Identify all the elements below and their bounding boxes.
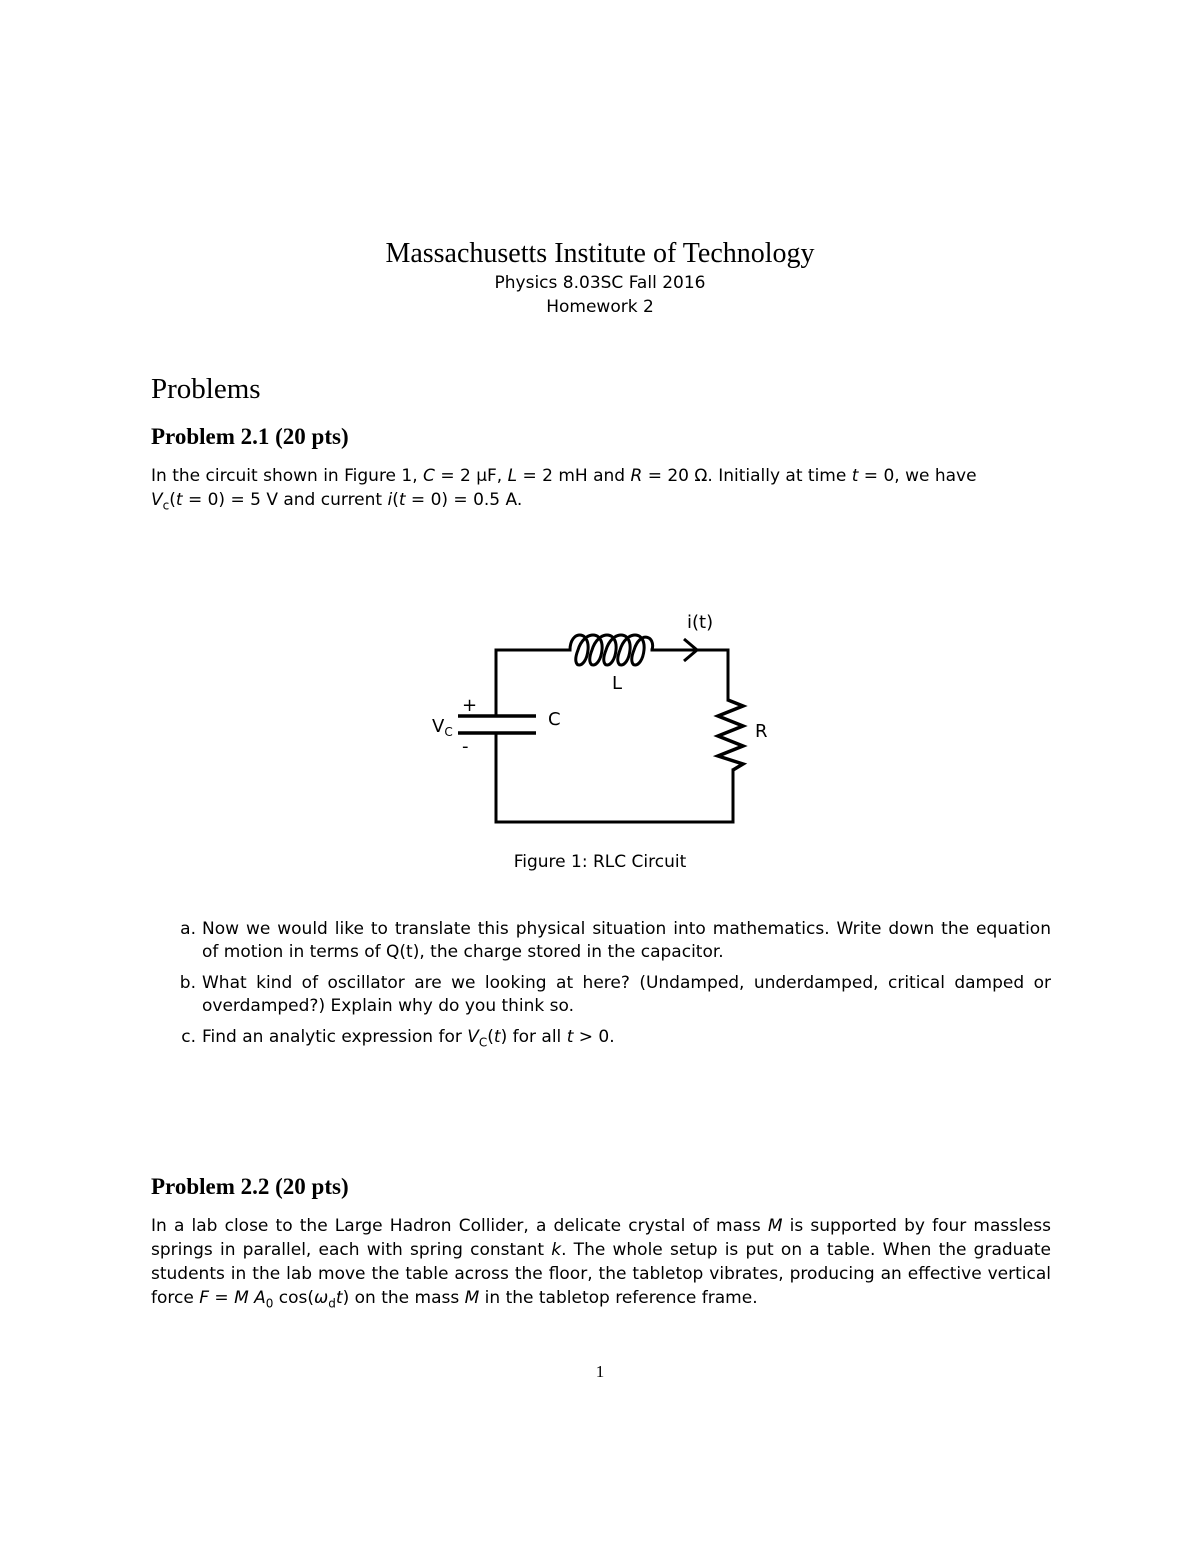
resistor-label: R	[755, 721, 768, 742]
question-a: a. Now we would like to translate this physical situation into mathematics. Write down the equation of motion in terms of Q(t), the charge stored in the capacitor.	[180, 919, 1051, 962]
document-title: Massachusetts Institute of Technology	[385, 238, 815, 269]
question-b: b. What kind of oscillator are we looking at here? (Undamped, underdamped, critical damped or overdamped?) Explain why do you think so.	[179, 973, 1051, 1016]
assignment-line: Homework 2	[546, 297, 654, 317]
problem-1-heading: Problem 2.1 (20 pts)	[151, 424, 349, 449]
capacitor-label: C	[548, 709, 561, 730]
section-heading: Problems	[151, 373, 261, 405]
inductor-label: L	[612, 673, 623, 694]
problem-2-text: In a lab close to the Large Hadron Collider, a delicate crystal of mass M is supported by four massless springs in parallel, each with spring constant k. The whole setup is put on a table. When the graduate students in the lab move the table across the floor, the tabletop vibrates, producing an effective vertical force F = M $A_0$ $\cos(\omega_dt)$ on the mass M in the tabletop reference frame.	[151, 1216, 1051, 1311]
inductor-coil	[570, 635, 653, 665]
capacitor-symbol	[458, 716, 536, 733]
problem-1-questions	[151, 918, 1051, 1062]
current-label: i(t)	[687, 612, 714, 633]
resistor-zigzag	[718, 700, 743, 770]
page-number: 1	[595, 1362, 605, 1381]
voltage-label: $V_C$	[432, 716, 453, 739]
plus-label: +	[462, 695, 478, 716]
figure-caption: Figure 1: RLC Circuit	[513, 852, 687, 872]
problem-2-heading: Problem 2.2 (20 pts)	[151, 1174, 349, 1199]
course-line: Physics 8.03SC Fall 2016	[494, 273, 706, 293]
question-c: c. Find an analytic expression for $V_C(t)$ for all t > 0.	[181, 1027, 615, 1050]
problem-1-intro: In the circuit shown in Figure 1, C = 2 μF, L = 2 mH and R = 20 Ω. Initially at time t = 0, we have $V_c(t = 0) = 5$ V and current i(t = 0) = 0.5 A.	[151, 466, 977, 513]
minus-label: -	[462, 736, 469, 757]
